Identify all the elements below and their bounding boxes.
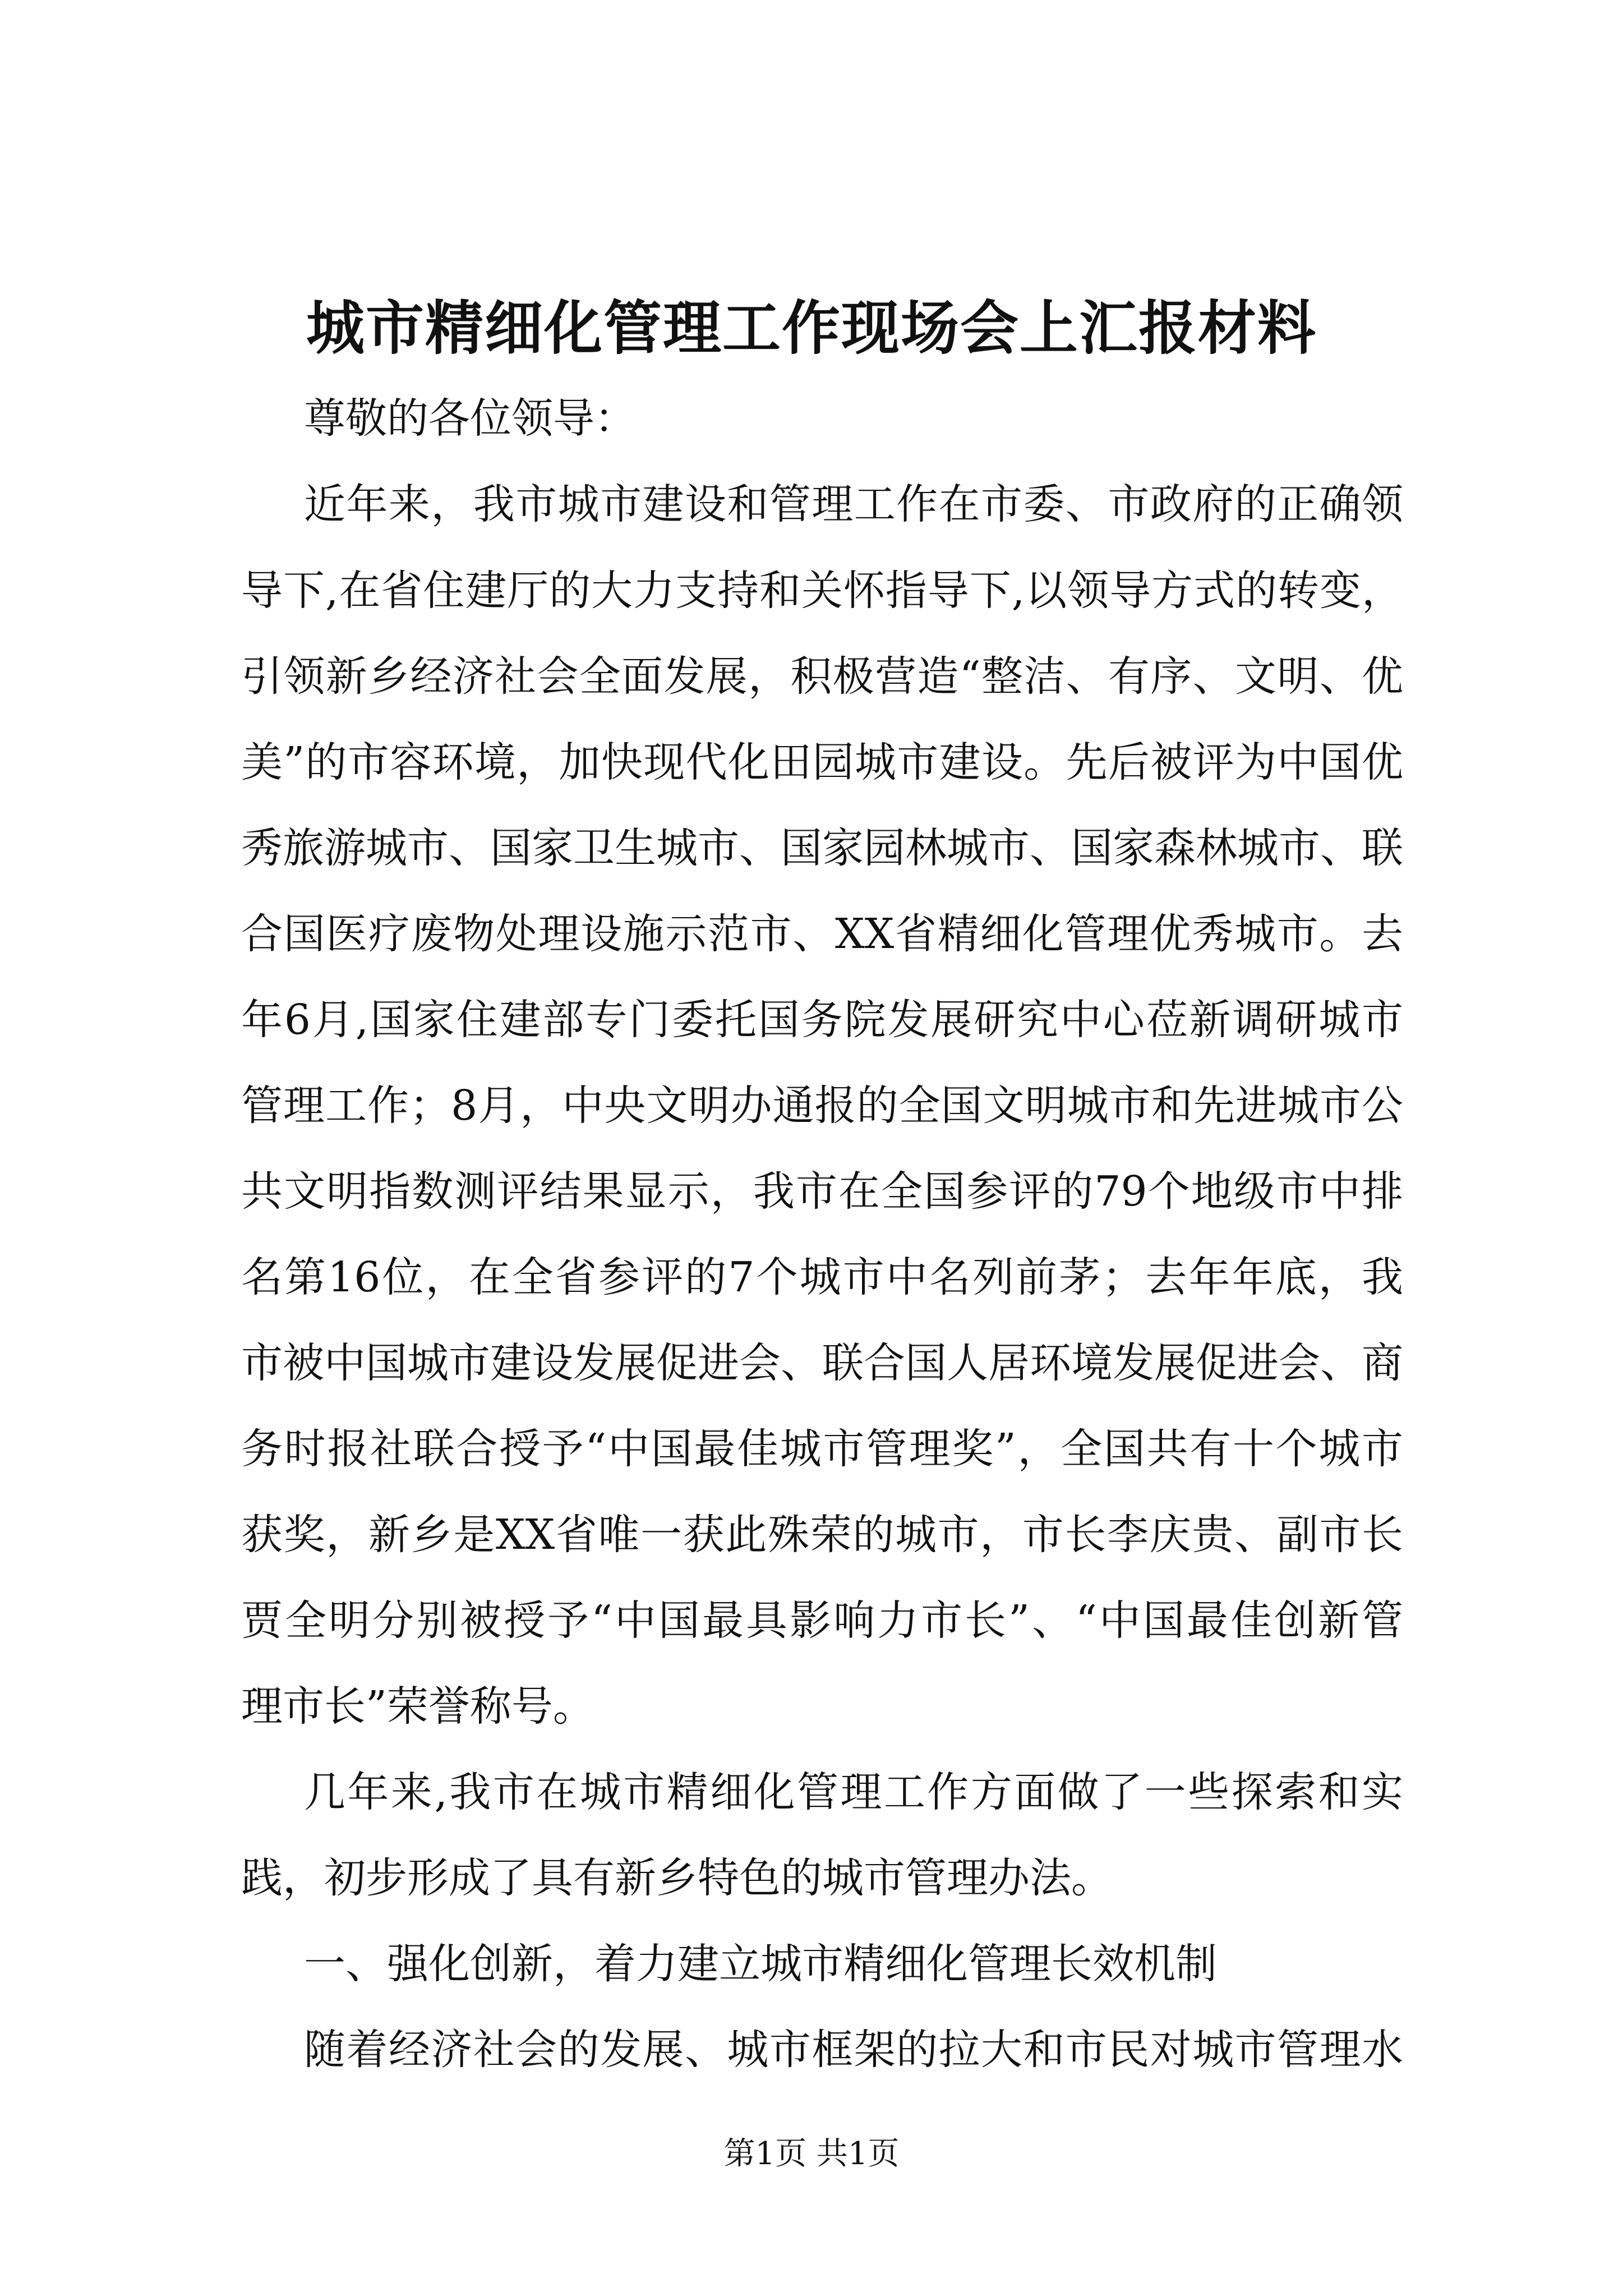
paragraph-line: 获奖，新乡是XX省唯一获此殊荣的城市，市长李庆贵、副市长 xyxy=(241,1511,1403,1559)
paragraph-line: 年6月,国家住建部专门委托国务院发展研究中心莅新调研城市 xyxy=(241,996,1403,1044)
paragraph-line: 践，初步形成了具有新乡特色的城市管理办法。 xyxy=(241,1854,1113,1902)
paragraph-line: 秀旅游城市、国家卫生城市、国家园林城市、国家森林城市、联 xyxy=(241,824,1403,872)
paragraph-line: 随着经济社会的发展、城市框架的拉大和市民对城市管理水 xyxy=(304,2026,1403,2074)
paragraph-line: 务时报社联合授予“中国最佳城市管理奖”，全国共有十个城市 xyxy=(241,1425,1403,1473)
salutation-line: 尊敬的各位领导： xyxy=(304,394,636,443)
paragraph-line: 共文明指数测评结果显示，我市在全国参评的79个地级市中排 xyxy=(241,1167,1403,1216)
paragraph-line: 贾全明分别被授予“中国最具影响力市长”、“中国最佳创新管 xyxy=(241,1596,1403,1645)
section-heading: 一、强化创新，着力建立城市精细化管理长效机制 xyxy=(304,1940,1217,1988)
paragraph-line: 名第16位，在全省参评的7个城市中名列前茅；去年年底，我 xyxy=(241,1253,1403,1301)
paragraph-line: 引领新乡经济社会全面发展，积极营造“整洁、有序、文明、优 xyxy=(241,652,1403,701)
paragraph-line: 近年来，我市城市建设和管理工作在市委、市政府的正确领 xyxy=(304,480,1403,528)
paragraph-line: 美”的市容环境，加快现代化田园城市建设。先后被评为中国优 xyxy=(241,738,1403,786)
paragraph-line: 几年来,我市在城市精细化管理工作方面做了一些探索和实 xyxy=(304,1768,1403,1816)
document-title: 城市精细化管理工作现场会上汇报材料 xyxy=(306,293,1317,362)
paragraph-line: 理市长”荣誉称号。 xyxy=(241,1682,594,1731)
page-footer: 第1页 共1页 xyxy=(723,2136,900,2172)
paragraph-line: 管理工作；8月，中央文明办通报的全国文明城市和先进城市公 xyxy=(241,1082,1403,1130)
paragraph-line: 合国医疗废物处理设施示范市、XX省精细化管理优秀城市。去 xyxy=(241,910,1403,958)
paragraph-line: 市被中国城市建设发展促进会、联合国人居环境发展促进会、商 xyxy=(241,1339,1403,1387)
paragraph-line: 导下,在省住建厅的大力支持和关怀指导下,以领导方式的转变， xyxy=(241,567,1403,615)
